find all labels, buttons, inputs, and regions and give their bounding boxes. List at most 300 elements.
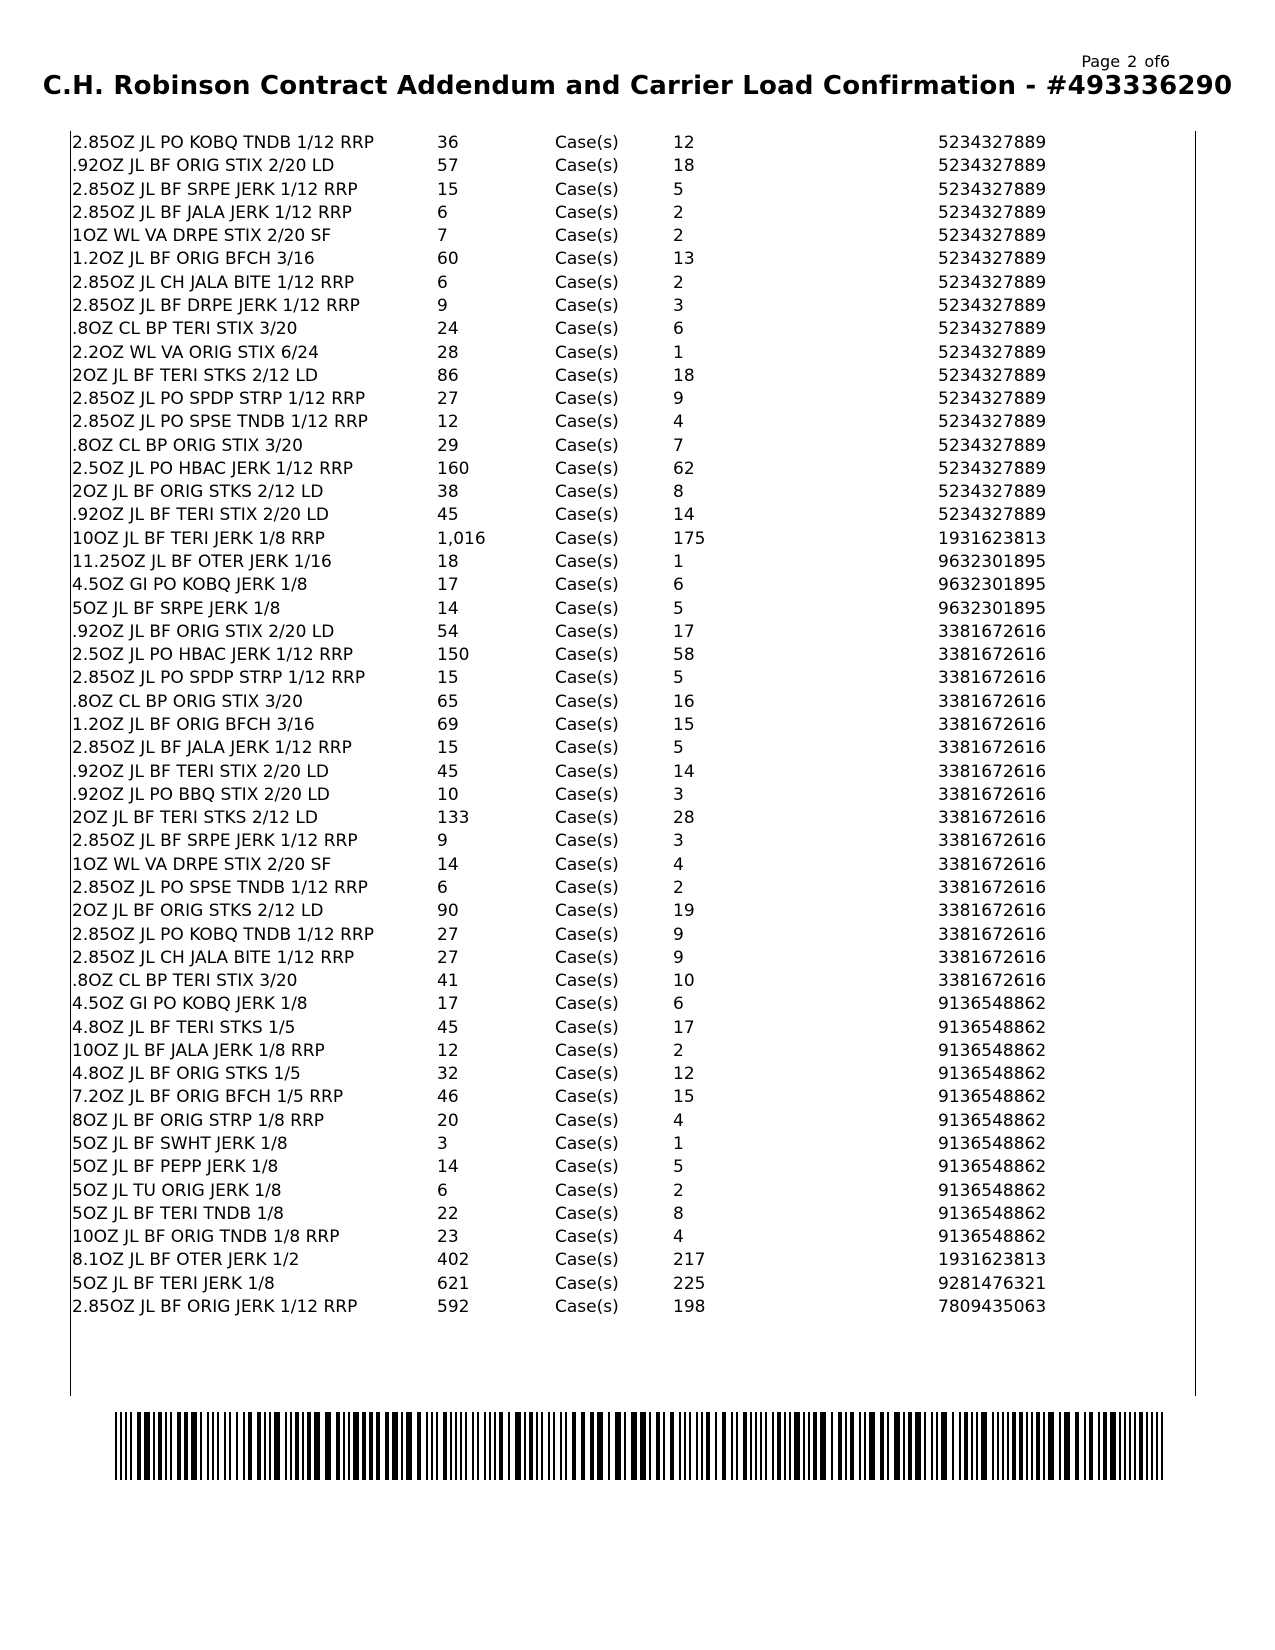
quantity: 27 bbox=[437, 389, 459, 410]
unit: Case(s) bbox=[555, 1297, 619, 1317]
item-description: 1.2OZ JL BF ORIG BFCH 3/16 bbox=[72, 715, 315, 735]
item-description: 2.85OZ JL PO SPSE TNDB 1/12 RRP bbox=[72, 877, 368, 898]
pallet-count: 5 bbox=[673, 598, 684, 619]
reference-number: 9136548862 bbox=[938, 1040, 1047, 1061]
reference-number: 3381672616 bbox=[938, 854, 1047, 875]
table-row bbox=[71, 760, 1195, 784]
pallet-count: 14 bbox=[673, 505, 695, 526]
reference-number: 3381672616 bbox=[938, 784, 1047, 805]
table-row bbox=[71, 341, 1195, 365]
reference-number: 5234327889 bbox=[938, 249, 1047, 270]
pallet-count: 4 bbox=[673, 1110, 684, 1131]
item-description: .92OZ JL BF ORIG STIX 2/20 LD bbox=[72, 621, 335, 642]
table-row bbox=[71, 480, 1195, 504]
item-description: 2.85OZ JL CH JALA BITE 1/12 RRP bbox=[72, 272, 355, 293]
reference-number: 5234327889 bbox=[938, 202, 1047, 223]
unit: Case(s) bbox=[555, 808, 619, 829]
item-description: 5OZ JL BF TERI TNDB 1/8 bbox=[72, 1203, 284, 1224]
unit: Case(s) bbox=[555, 668, 619, 689]
quantity: 86 bbox=[437, 365, 459, 386]
pallet-count: 15 bbox=[673, 1087, 695, 1108]
quantity: 7 bbox=[437, 226, 448, 247]
reference-number: 1931623813 bbox=[938, 1250, 1047, 1271]
reference-number: 3381672616 bbox=[938, 901, 1047, 922]
item-description: 2.85OZ JL BF DRPE JERK 1/12 RRP bbox=[72, 295, 360, 316]
quantity: 6 bbox=[437, 1180, 448, 1201]
item-description: 4.8OZ JL BF ORIG STKS 1/5 bbox=[72, 1064, 301, 1085]
pallet-count: 16 bbox=[673, 691, 695, 712]
item-description: 11.25OZ JL BF OTER JERK 1/16 bbox=[72, 552, 332, 573]
table-row bbox=[71, 876, 1195, 900]
reference-number: 5234327889 bbox=[938, 156, 1047, 177]
pallet-count: 2 bbox=[673, 272, 684, 293]
reference-number: 3381672616 bbox=[938, 645, 1047, 666]
unit: Case(s) bbox=[555, 854, 619, 875]
quantity: 60 bbox=[437, 249, 459, 270]
reference-number: 3381672616 bbox=[938, 808, 1047, 829]
item-description: 2.85OZ JL BF JALA JERK 1/12 RRP bbox=[72, 202, 352, 223]
quantity: 150 bbox=[437, 645, 470, 666]
unit: Case(s) bbox=[555, 691, 619, 712]
quantity: 592 bbox=[437, 1297, 470, 1317]
unit: Case(s) bbox=[555, 1064, 619, 1085]
reference-number: 3381672616 bbox=[938, 831, 1047, 852]
reference-number: 9136548862 bbox=[938, 1157, 1047, 1178]
item-description: 2.85OZ JL PO SPDP STRP 1/12 RRP bbox=[72, 668, 366, 689]
pallet-count: 62 bbox=[673, 458, 695, 479]
item-description: 5OZ JL BF SWHT JERK 1/8 bbox=[72, 1134, 288, 1155]
table-row bbox=[71, 387, 1195, 411]
reference-number: 5234327889 bbox=[938, 133, 1047, 153]
unit: Case(s) bbox=[555, 179, 619, 200]
item-description: 2OZ JL BF TERI STKS 2/12 LD bbox=[72, 365, 318, 386]
item-description: 10OZ JL BF ORIG TNDB 1/8 RRP bbox=[72, 1227, 340, 1248]
quantity: 17 bbox=[437, 575, 459, 596]
pallet-count: 58 bbox=[673, 645, 695, 666]
quantity: 22 bbox=[437, 1203, 459, 1224]
reference-number: 5234327889 bbox=[938, 179, 1047, 200]
item-description: 2.85OZ JL PO SPDP STRP 1/12 RRP bbox=[72, 389, 366, 410]
pallet-count: 4 bbox=[673, 412, 684, 433]
quantity: 12 bbox=[437, 1040, 459, 1061]
unit: Case(s) bbox=[555, 738, 619, 759]
item-description: 4.5OZ GI PO KOBQ JERK 1/8 bbox=[72, 994, 308, 1015]
pallet-count: 3 bbox=[673, 295, 684, 316]
unit: Case(s) bbox=[555, 202, 619, 223]
quantity: 90 bbox=[437, 901, 459, 922]
quantity: 57 bbox=[437, 156, 459, 177]
table-row bbox=[71, 1202, 1195, 1226]
unit: Case(s) bbox=[555, 831, 619, 852]
pallet-count: 6 bbox=[673, 319, 684, 340]
item-description: 4.5OZ GI PO KOBQ JERK 1/8 bbox=[72, 575, 308, 596]
quantity: 15 bbox=[437, 179, 459, 200]
table-row bbox=[71, 410, 1195, 434]
quantity: 41 bbox=[437, 971, 459, 992]
load-items-table bbox=[70, 131, 1196, 1396]
table-row bbox=[71, 1248, 1195, 1272]
unit: Case(s) bbox=[555, 1250, 619, 1271]
table-row bbox=[71, 1062, 1195, 1086]
table-row bbox=[71, 853, 1195, 877]
pallet-count: 9 bbox=[673, 924, 684, 945]
table-row bbox=[71, 1039, 1195, 1063]
reference-number: 3381672616 bbox=[938, 924, 1047, 945]
unit: Case(s) bbox=[555, 621, 619, 642]
unit: Case(s) bbox=[555, 1040, 619, 1061]
reference-number: 5234327889 bbox=[938, 342, 1047, 363]
pallet-count: 15 bbox=[673, 715, 695, 735]
unit: Case(s) bbox=[555, 971, 619, 992]
table-row bbox=[71, 620, 1195, 644]
unit: Case(s) bbox=[555, 784, 619, 805]
table-row bbox=[71, 713, 1195, 737]
table-row bbox=[71, 643, 1195, 667]
table-row bbox=[71, 247, 1195, 271]
unit: Case(s) bbox=[555, 877, 619, 898]
pallet-count: 10 bbox=[673, 971, 695, 992]
table-row bbox=[71, 573, 1195, 597]
unit: Case(s) bbox=[555, 1157, 619, 1178]
item-description: .8OZ CL BP ORIG STIX 3/20 bbox=[72, 691, 303, 712]
item-description: 1OZ WL VA DRPE STIX 2/20 SF bbox=[72, 226, 332, 247]
pallet-count: 13 bbox=[673, 249, 695, 270]
pallet-count: 17 bbox=[673, 1017, 695, 1038]
reference-number: 1931623813 bbox=[938, 528, 1047, 549]
unit: Case(s) bbox=[555, 1087, 619, 1108]
pallet-count: 2 bbox=[673, 226, 684, 247]
item-description: .92OZ JL BF TERI STIX 2/20 LD bbox=[72, 761, 329, 782]
pallet-count: 2 bbox=[673, 202, 684, 223]
item-description: 5OZ JL TU ORIG JERK 1/8 bbox=[72, 1180, 282, 1201]
quantity: 65 bbox=[437, 691, 459, 712]
pallet-count: 2 bbox=[673, 877, 684, 898]
pallet-count: 3 bbox=[673, 831, 684, 852]
quantity: 621 bbox=[437, 1273, 470, 1294]
table-row bbox=[71, 131, 1195, 155]
table-row bbox=[71, 806, 1195, 830]
unit: Case(s) bbox=[555, 528, 619, 549]
table-row bbox=[71, 1225, 1195, 1249]
reference-number: 3381672616 bbox=[938, 971, 1047, 992]
reference-number: 5234327889 bbox=[938, 389, 1047, 410]
quantity: 46 bbox=[437, 1087, 459, 1108]
reference-number: 9632301895 bbox=[938, 575, 1047, 596]
quantity: 24 bbox=[437, 319, 459, 340]
table-row bbox=[71, 690, 1195, 714]
reference-number: 5234327889 bbox=[938, 435, 1047, 456]
reference-number: 5234327889 bbox=[938, 412, 1047, 433]
item-description: 2.5OZ JL PO HBAC JERK 1/12 RRP bbox=[72, 645, 354, 666]
item-description: .8OZ CL BP TERI STIX 3/20 bbox=[72, 971, 298, 992]
table-row bbox=[71, 597, 1195, 621]
reference-number: 9136548862 bbox=[938, 1227, 1047, 1248]
unit: Case(s) bbox=[555, 1273, 619, 1294]
item-description: 2.85OZ JL BF JALA JERK 1/12 RRP bbox=[72, 738, 352, 759]
item-description: .92OZ JL PO BBQ STIX 2/20 LD bbox=[72, 784, 330, 805]
item-description: 5OZ JL BF SRPE JERK 1/8 bbox=[72, 598, 281, 619]
reference-number: 9136548862 bbox=[938, 994, 1047, 1015]
item-description: 1.2OZ JL BF ORIG BFCH 3/16 bbox=[72, 249, 315, 270]
item-description: 2.85OZ JL BF SRPE JERK 1/12 RRP bbox=[72, 831, 358, 852]
table-row bbox=[71, 317, 1195, 341]
item-description: 2OZ JL BF ORIG STKS 2/12 LD bbox=[72, 901, 324, 922]
pallet-count: 6 bbox=[673, 575, 684, 596]
item-description: 2OZ JL BF ORIG STKS 2/12 LD bbox=[72, 482, 324, 503]
unit: Case(s) bbox=[555, 412, 619, 433]
reference-number: 7809435063 bbox=[938, 1297, 1047, 1317]
reference-number: 9632301895 bbox=[938, 598, 1047, 619]
pallet-count: 12 bbox=[673, 1064, 695, 1085]
quantity: 10 bbox=[437, 784, 459, 805]
reference-number: 5234327889 bbox=[938, 482, 1047, 503]
quantity: 14 bbox=[437, 598, 459, 619]
unit: Case(s) bbox=[555, 226, 619, 247]
quantity: 45 bbox=[437, 1017, 459, 1038]
pallet-count: 12 bbox=[673, 133, 695, 153]
table-row bbox=[71, 1295, 1195, 1319]
item-description: 2.85OZ JL BF SRPE JERK 1/12 RRP bbox=[72, 179, 358, 200]
pallet-count: 19 bbox=[673, 901, 695, 922]
table-row bbox=[71, 154, 1195, 178]
item-description: 2.85OZ JL PO KOBQ TNDB 1/12 RRP bbox=[72, 924, 374, 945]
quantity: 14 bbox=[437, 854, 459, 875]
quantity: 45 bbox=[437, 761, 459, 782]
quantity: 3 bbox=[437, 1134, 448, 1155]
pallet-count: 3 bbox=[673, 784, 684, 805]
unit: Case(s) bbox=[555, 342, 619, 363]
table-row bbox=[71, 1016, 1195, 1040]
unit: Case(s) bbox=[555, 901, 619, 922]
unit: Case(s) bbox=[555, 272, 619, 293]
item-description: .8OZ CL BP ORIG STIX 3/20 bbox=[72, 435, 303, 456]
table-row bbox=[71, 1109, 1195, 1133]
unit: Case(s) bbox=[555, 435, 619, 456]
reference-number: 3381672616 bbox=[938, 877, 1047, 898]
reference-number: 9136548862 bbox=[938, 1180, 1047, 1201]
table-row bbox=[71, 364, 1195, 388]
unit: Case(s) bbox=[555, 1134, 619, 1155]
quantity: 12 bbox=[437, 412, 459, 433]
pallet-count: 28 bbox=[673, 808, 695, 829]
item-description: 2.2OZ WL VA ORIG STIX 6/24 bbox=[72, 342, 319, 363]
reference-number: 5234327889 bbox=[938, 295, 1047, 316]
quantity: 45 bbox=[437, 505, 459, 526]
pallet-count: 14 bbox=[673, 761, 695, 782]
item-description: 2.85OZ JL PO SPSE TNDB 1/12 RRP bbox=[72, 412, 368, 433]
reference-number: 9632301895 bbox=[938, 552, 1047, 573]
pallet-count: 8 bbox=[673, 1203, 684, 1224]
unit: Case(s) bbox=[555, 319, 619, 340]
pallet-count: 217 bbox=[673, 1250, 706, 1271]
unit: Case(s) bbox=[555, 1110, 619, 1131]
unit: Case(s) bbox=[555, 156, 619, 177]
item-description: 2.85OZ JL BF ORIG JERK 1/12 RRP bbox=[72, 1297, 358, 1317]
table-row bbox=[71, 783, 1195, 807]
unit: Case(s) bbox=[555, 458, 619, 479]
unit: Case(s) bbox=[555, 365, 619, 386]
reference-number: 5234327889 bbox=[938, 458, 1047, 479]
item-description: 1OZ WL VA DRPE STIX 2/20 SF bbox=[72, 854, 332, 875]
pallet-count: 5 bbox=[673, 668, 684, 689]
table-row bbox=[71, 178, 1195, 202]
quantity: 27 bbox=[437, 924, 459, 945]
quantity: 6 bbox=[437, 877, 448, 898]
quantity: 69 bbox=[437, 715, 459, 735]
reference-number: 9136548862 bbox=[938, 1134, 1047, 1155]
table-row bbox=[71, 1155, 1195, 1179]
pallet-count: 225 bbox=[673, 1273, 706, 1294]
reference-number: 9136548862 bbox=[938, 1017, 1047, 1038]
table-row bbox=[71, 946, 1195, 970]
barcode-icon bbox=[115, 1412, 1166, 1480]
table-row bbox=[71, 434, 1195, 458]
document-title: C.H. Robinson Contract Addendum and Carrier Load Confirmation - #493336290 bbox=[42, 71, 1233, 101]
reference-number: 3381672616 bbox=[938, 761, 1047, 782]
pallet-count: 18 bbox=[673, 156, 695, 177]
table-row bbox=[71, 271, 1195, 295]
pallet-count: 6 bbox=[673, 994, 684, 1015]
quantity: 402 bbox=[437, 1250, 470, 1271]
item-description: 2.85OZ JL PO KOBQ TNDB 1/12 RRP bbox=[72, 133, 374, 153]
pallet-count: 1 bbox=[673, 1134, 684, 1155]
page-number: Page 2 of6 bbox=[1081, 52, 1170, 71]
quantity: 6 bbox=[437, 202, 448, 223]
pallet-count: 1 bbox=[673, 552, 684, 573]
quantity: 9 bbox=[437, 295, 448, 316]
table-row bbox=[71, 1179, 1195, 1203]
table-row bbox=[71, 550, 1195, 574]
reference-number: 5234327889 bbox=[938, 226, 1047, 247]
reference-number: 5234327889 bbox=[938, 505, 1047, 526]
pallet-count: 5 bbox=[673, 1157, 684, 1178]
pallet-count: 5 bbox=[673, 179, 684, 200]
table-row bbox=[71, 457, 1195, 481]
quantity: 32 bbox=[437, 1064, 459, 1085]
unit: Case(s) bbox=[555, 715, 619, 735]
pallet-count: 17 bbox=[673, 621, 695, 642]
table-row bbox=[71, 899, 1195, 923]
table-row bbox=[71, 969, 1195, 993]
unit: Case(s) bbox=[555, 482, 619, 503]
table-row bbox=[71, 736, 1195, 760]
item-description: 2.5OZ JL PO HBAC JERK 1/12 RRP bbox=[72, 458, 354, 479]
pallet-count: 8 bbox=[673, 482, 684, 503]
item-description: 2.85OZ JL CH JALA BITE 1/12 RRP bbox=[72, 947, 355, 968]
unit: Case(s) bbox=[555, 994, 619, 1015]
item-description: 8OZ JL BF ORIG STRP 1/8 RRP bbox=[72, 1110, 325, 1131]
pallet-count: 2 bbox=[673, 1180, 684, 1201]
quantity: 17 bbox=[437, 994, 459, 1015]
table-row bbox=[71, 923, 1195, 947]
quantity: 23 bbox=[437, 1227, 459, 1248]
reference-number: 5234327889 bbox=[938, 272, 1047, 293]
reference-number: 5234327889 bbox=[938, 319, 1047, 340]
quantity: 9 bbox=[437, 831, 448, 852]
unit: Case(s) bbox=[555, 1180, 619, 1201]
unit: Case(s) bbox=[555, 133, 619, 153]
table-row bbox=[71, 1272, 1195, 1296]
unit: Case(s) bbox=[555, 645, 619, 666]
quantity: 15 bbox=[437, 738, 459, 759]
reference-number: 3381672616 bbox=[938, 947, 1047, 968]
quantity: 18 bbox=[437, 552, 459, 573]
item-description: .8OZ CL BP TERI STIX 3/20 bbox=[72, 319, 298, 340]
unit: Case(s) bbox=[555, 552, 619, 573]
table-row bbox=[71, 294, 1195, 318]
reference-number: 9136548862 bbox=[938, 1064, 1047, 1085]
pallet-count: 1 bbox=[673, 342, 684, 363]
item-description: 7.2OZ JL BF ORIG BFCH 1/5 RRP bbox=[72, 1087, 344, 1108]
unit: Case(s) bbox=[555, 505, 619, 526]
table-row bbox=[71, 829, 1195, 853]
reference-number: 9136548862 bbox=[938, 1087, 1047, 1108]
unit: Case(s) bbox=[555, 761, 619, 782]
unit: Case(s) bbox=[555, 1017, 619, 1038]
table-row bbox=[71, 224, 1195, 248]
unit: Case(s) bbox=[555, 598, 619, 619]
item-description: 10OZ JL BF TERI JERK 1/8 RRP bbox=[72, 528, 325, 549]
unit: Case(s) bbox=[555, 389, 619, 410]
reference-number: 3381672616 bbox=[938, 715, 1047, 735]
quantity: 133 bbox=[437, 808, 470, 829]
pallet-count: 175 bbox=[673, 528, 706, 549]
quantity: 28 bbox=[437, 342, 459, 363]
table-row bbox=[71, 1085, 1195, 1109]
reference-number: 3381672616 bbox=[938, 691, 1047, 712]
table-row bbox=[71, 1132, 1195, 1156]
unit: Case(s) bbox=[555, 924, 619, 945]
table-row bbox=[71, 666, 1195, 690]
unit: Case(s) bbox=[555, 249, 619, 270]
pallet-count: 9 bbox=[673, 389, 684, 410]
reference-number: 3381672616 bbox=[938, 738, 1047, 759]
pallet-count: 2 bbox=[673, 1040, 684, 1061]
quantity: 54 bbox=[437, 621, 459, 642]
item-description: 5OZ JL BF TERI JERK 1/8 bbox=[72, 1273, 275, 1294]
item-description: 4.8OZ JL BF TERI STKS 1/5 bbox=[72, 1017, 296, 1038]
quantity: 1,016 bbox=[437, 528, 486, 549]
pallet-count: 18 bbox=[673, 365, 695, 386]
item-description: .92OZ JL BF ORIG STIX 2/20 LD bbox=[72, 156, 335, 177]
quantity: 6 bbox=[437, 272, 448, 293]
quantity: 36 bbox=[437, 133, 459, 153]
reference-number: 9136548862 bbox=[938, 1110, 1047, 1131]
table-row bbox=[71, 503, 1195, 527]
pallet-count: 9 bbox=[673, 947, 684, 968]
table-row bbox=[71, 201, 1195, 225]
unit: Case(s) bbox=[555, 1227, 619, 1248]
quantity: 15 bbox=[437, 668, 459, 689]
pallet-count: 4 bbox=[673, 854, 684, 875]
item-description: 2OZ JL BF TERI STKS 2/12 LD bbox=[72, 808, 318, 829]
quantity: 38 bbox=[437, 482, 459, 503]
reference-number: 3381672616 bbox=[938, 668, 1047, 689]
quantity: 14 bbox=[437, 1157, 459, 1178]
item-description: 8.1OZ JL BF OTER JERK 1/2 bbox=[72, 1250, 300, 1271]
unit: Case(s) bbox=[555, 295, 619, 316]
item-description: .92OZ JL BF TERI STIX 2/20 LD bbox=[72, 505, 329, 526]
reference-number: 9281476321 bbox=[938, 1273, 1047, 1294]
reference-number: 9136548862 bbox=[938, 1203, 1047, 1224]
pallet-count: 198 bbox=[673, 1297, 706, 1317]
pallet-count: 4 bbox=[673, 1227, 684, 1248]
unit: Case(s) bbox=[555, 1203, 619, 1224]
item-description: 5OZ JL BF PEPP JERK 1/8 bbox=[72, 1157, 279, 1178]
reference-number: 5234327889 bbox=[938, 365, 1047, 386]
quantity: 29 bbox=[437, 435, 459, 456]
reference-number: 3381672616 bbox=[938, 621, 1047, 642]
